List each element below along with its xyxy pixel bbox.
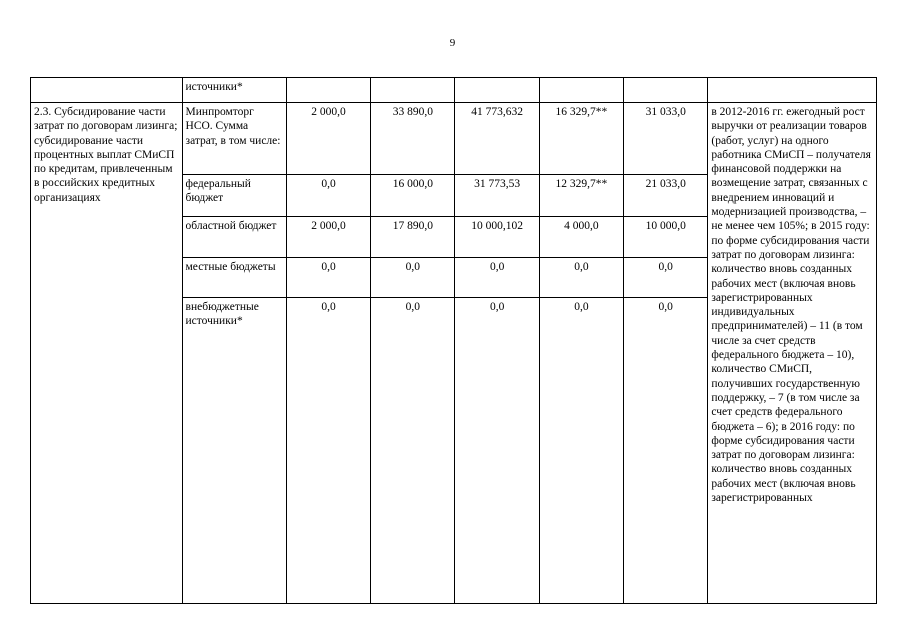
value-cell: 21 033,0 — [624, 175, 708, 217]
source-cell: федеральный бюджет — [182, 175, 286, 217]
source-cell: местные бюджеты — [182, 258, 286, 298]
value-cell: 12 329,7** — [539, 175, 623, 217]
table-row-top-continuation — [31, 78, 877, 103]
value-cell: 33 890,0 — [371, 103, 455, 175]
budget-table — [30, 77, 877, 604]
value-cell: 2 000,0 — [286, 217, 370, 258]
value-cell: 41 773,632 — [455, 103, 539, 175]
value-cell: 0,0 — [286, 258, 370, 298]
value-cell-empty — [539, 78, 623, 103]
value-cell: 16 000,0 — [371, 175, 455, 217]
measure-name-cell: 2.3. Субсидирование части затрат по договорам лизинга; субсидирование части процентных выплат СМиСП по кредитам, привлеченным в российских кредитных организациях — [31, 103, 183, 604]
value-cell: 0,0 — [539, 298, 623, 604]
expected-result-cell: в 2012-2016 гг. ежегодный рост выручки от реализации товаров (работ, услуг) на одного работника СМиСП – получателя финансовой поддержки на возмещение затрат, связанных с внедрением инноваций и модернизацией производства, – не менее чем 105%; в 2015 году: по форме субсидирования части затрат по договорам лизинга: количество вновь созданных рабочих мест (включая вновь зарегистрированных индивидуальных предпринимателей) – 11 (в том числе за счет средств федерального бюджета – 10), количество СМиСП, получивших государственную поддержку, – 7 (в том числе за счет средств федерального бюджета – 6); в 2016 году: по форме субсидирования части затрат по договорам лизинга: количество вновь созданных рабочих мест (включая вновь зарегистрированных — [708, 103, 877, 604]
value-cell: 0,0 — [624, 298, 708, 604]
table-row-source-0 — [31, 103, 877, 175]
page-number: 9 — [449, 37, 456, 49]
value-cell: 17 890,0 — [371, 217, 455, 258]
value-cell: 10 000,102 — [455, 217, 539, 258]
measure-cell-empty — [31, 78, 183, 103]
source-cell: областной бюджет — [182, 217, 286, 258]
value-cell-empty — [371, 78, 455, 103]
result-cell-empty — [708, 78, 877, 103]
value-cell: 0,0 — [539, 258, 623, 298]
source-cell: источники* — [182, 78, 286, 103]
value-cell: 0,0 — [624, 258, 708, 298]
value-cell: 2 000,0 — [286, 103, 370, 175]
value-cell: 10 000,0 — [624, 217, 708, 258]
value-cell: 0,0 — [455, 298, 539, 604]
value-cell: 0,0 — [455, 258, 539, 298]
value-cell: 31 773,53 — [455, 175, 539, 217]
value-cell: 16 329,7** — [539, 103, 623, 175]
value-cell: 0,0 — [286, 298, 370, 604]
value-cell: 0,0 — [286, 175, 370, 217]
value-cell-empty — [286, 78, 370, 103]
value-cell-empty — [624, 78, 708, 103]
source-cell: внебюджетные источники* — [182, 298, 286, 604]
value-cell: 0,0 — [371, 258, 455, 298]
value-cell-empty — [455, 78, 539, 103]
value-cell: 0,0 — [371, 298, 455, 604]
value-cell: 31 033,0 — [624, 103, 708, 175]
value-cell: 4 000,0 — [539, 217, 623, 258]
source-cell: Минпромторг НСО. Сумма затрат, в том числе: — [182, 103, 286, 175]
